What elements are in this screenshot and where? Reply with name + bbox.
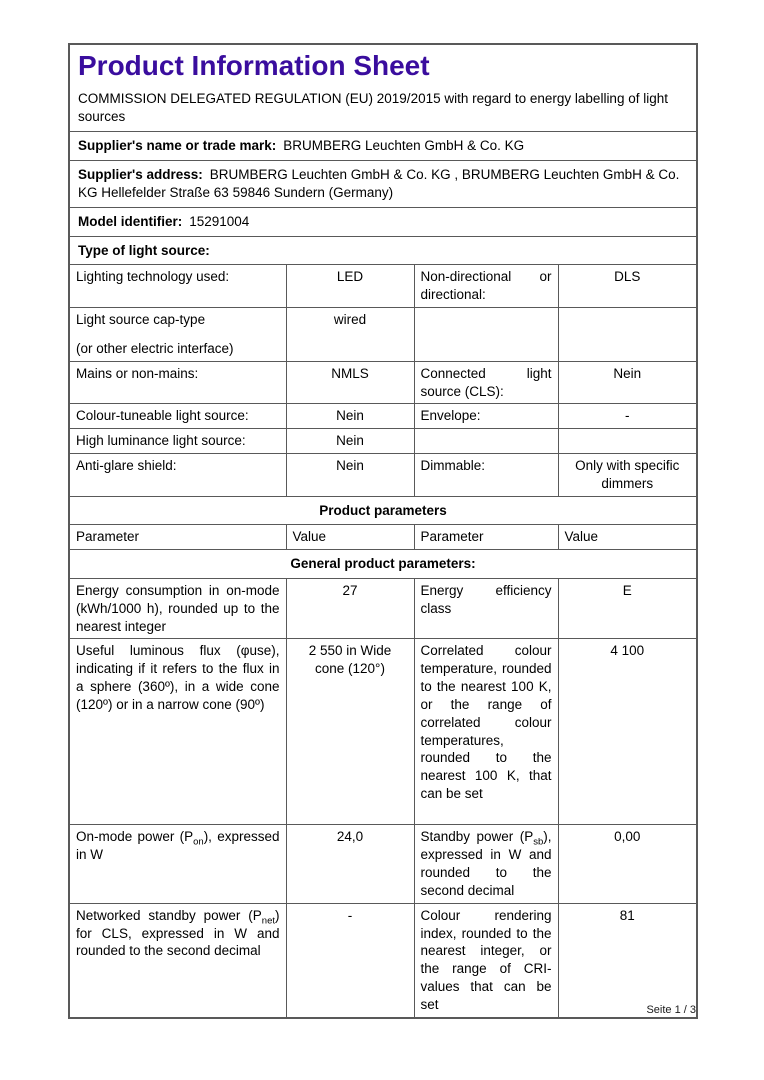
param-cell: Networked standby power $(P_{net})$ for CLS, expressed in W and rounded to the second decimal (69, 903, 286, 1017)
value-cell: Nein (286, 429, 414, 454)
value-cell: DLS (558, 265, 697, 308)
page-number: Seite 1 / 3 (646, 1004, 696, 1016)
param-cell: Lighting technology used: (69, 265, 286, 308)
table-row (69, 361, 697, 404)
column-header: Parameter (69, 525, 286, 550)
param-cell: Colour rendering index, rounded to the nearest integer, or the range of CRI-values that can be set (414, 903, 558, 1017)
supplier-name-cell (69, 132, 697, 161)
param-cell (69, 308, 286, 362)
value-cell: Nein (286, 404, 414, 429)
model-identifier-cell (69, 207, 697, 236)
product-info-table (68, 43, 698, 1019)
supplier-name-label: Supplier's name or trade mark: (78, 138, 277, 154)
value-cell: Nein (286, 453, 414, 496)
param-cell: Mains or non-mains: (69, 361, 286, 404)
param-cell: Dimmable: (414, 453, 558, 496)
value-cell: LED (286, 265, 414, 308)
param-cell (414, 308, 558, 362)
supplier-address-cell (69, 161, 697, 208)
param-cell: Energy efficiency class (414, 579, 558, 639)
product-parameters-header: Product parameters (69, 496, 697, 525)
param-cell: Colour-tuneable light source: (69, 404, 286, 429)
value-cell: 24,0 (286, 825, 414, 903)
supplier-name-value: BRUMBERG Leuchten GmbH & Co. KG (283, 138, 525, 154)
column-header: Value (286, 525, 414, 550)
param-cell: Envelope: (414, 404, 558, 429)
param-cell: Anti-glare shield: (69, 453, 286, 496)
value-cell: NMLS (286, 361, 414, 404)
param-cell: Non-directional or directional: (414, 265, 558, 308)
param-cell: Energy consumption in on-mode (kWh/1000 h), rounded up to the nearest integer (69, 579, 286, 639)
table-row (69, 825, 697, 903)
param-cell: Standby power $(P_{sb})$, expressed in W and rounded to the second decimal (414, 825, 558, 903)
param-cell: On-mode power $(P_{on})$, expressed in W (69, 825, 286, 903)
param-line-2: (or other electric interface) (76, 340, 234, 356)
value-cell: 81 (558, 903, 697, 1017)
table-row (69, 429, 697, 454)
type-of-light-source-header-row (69, 236, 697, 265)
model-identifier-label: Model identifier: (78, 213, 183, 229)
value-cell: 27 (286, 579, 414, 639)
title-row (69, 44, 697, 132)
value-cell: - (558, 404, 697, 429)
param-cell: Connected light source (CLS): (414, 361, 558, 404)
regulation-text: COMMISSION DELEGATED REGULATION (EU) 2019/2015 with regard to energy labelling of light sources (78, 90, 668, 124)
table-row (69, 453, 697, 496)
table-row (69, 404, 697, 429)
column-header: Value (558, 525, 697, 550)
param-line-1: Light source cap-type (76, 312, 206, 328)
column-header-row (69, 525, 697, 550)
value-cell: Nein (558, 361, 697, 404)
param-cell (414, 429, 558, 454)
value-cell (558, 308, 697, 362)
param-cell: Useful luminous flux (φuse), indicating if it refers to the flux in a sphere (360º), in a wide cone (120º) or in a narrow cone (90º) (69, 639, 286, 825)
value-cell: E (558, 579, 697, 639)
value-cell: - (286, 903, 414, 1017)
value-cell: Only with specific dimmers (558, 453, 697, 496)
product-parameters-header-row (69, 496, 697, 525)
type-of-light-source-header: Type of light source: (69, 236, 697, 265)
table-row (69, 308, 697, 362)
model-identifier-row (69, 207, 697, 236)
page-title: Product Information Sheet (78, 50, 430, 81)
title-cell (69, 44, 697, 132)
value-cell: wired (286, 308, 414, 362)
supplier-address-row (69, 161, 697, 208)
param-cell: Correlated colour temperature, rounded to the nearest 100 K, or the range of correlated colour temperatures, rounded to the nearest 100 K, that can be set (414, 639, 558, 825)
supplier-address-label: Supplier's address: (78, 167, 203, 183)
value-cell: 4 100 (558, 639, 697, 825)
table-row (69, 639, 697, 825)
value-cell: 0,00 (558, 825, 697, 903)
value-cell (558, 429, 697, 454)
general-parameters-header-row (69, 550, 697, 579)
model-identifier-value: 15291004 (189, 213, 250, 229)
value-cell: 2 550 in Wide cone (120°) (286, 639, 414, 825)
general-parameters-header: General product parameters: (69, 550, 697, 579)
supplier-name-row (69, 132, 697, 161)
column-header: Parameter (414, 525, 558, 550)
table-row (69, 265, 697, 308)
param-cell: High luminance light source: (69, 429, 286, 454)
table-row (69, 579, 697, 639)
supplier-address-value: BRUMBERG Leuchten GmbH & Co. KG , BRUMBERG Leuchten GmbH & Co. KG Hellefelder Straße 63 59846 Sundern (Germany) (78, 167, 680, 201)
table-row (69, 903, 697, 1017)
